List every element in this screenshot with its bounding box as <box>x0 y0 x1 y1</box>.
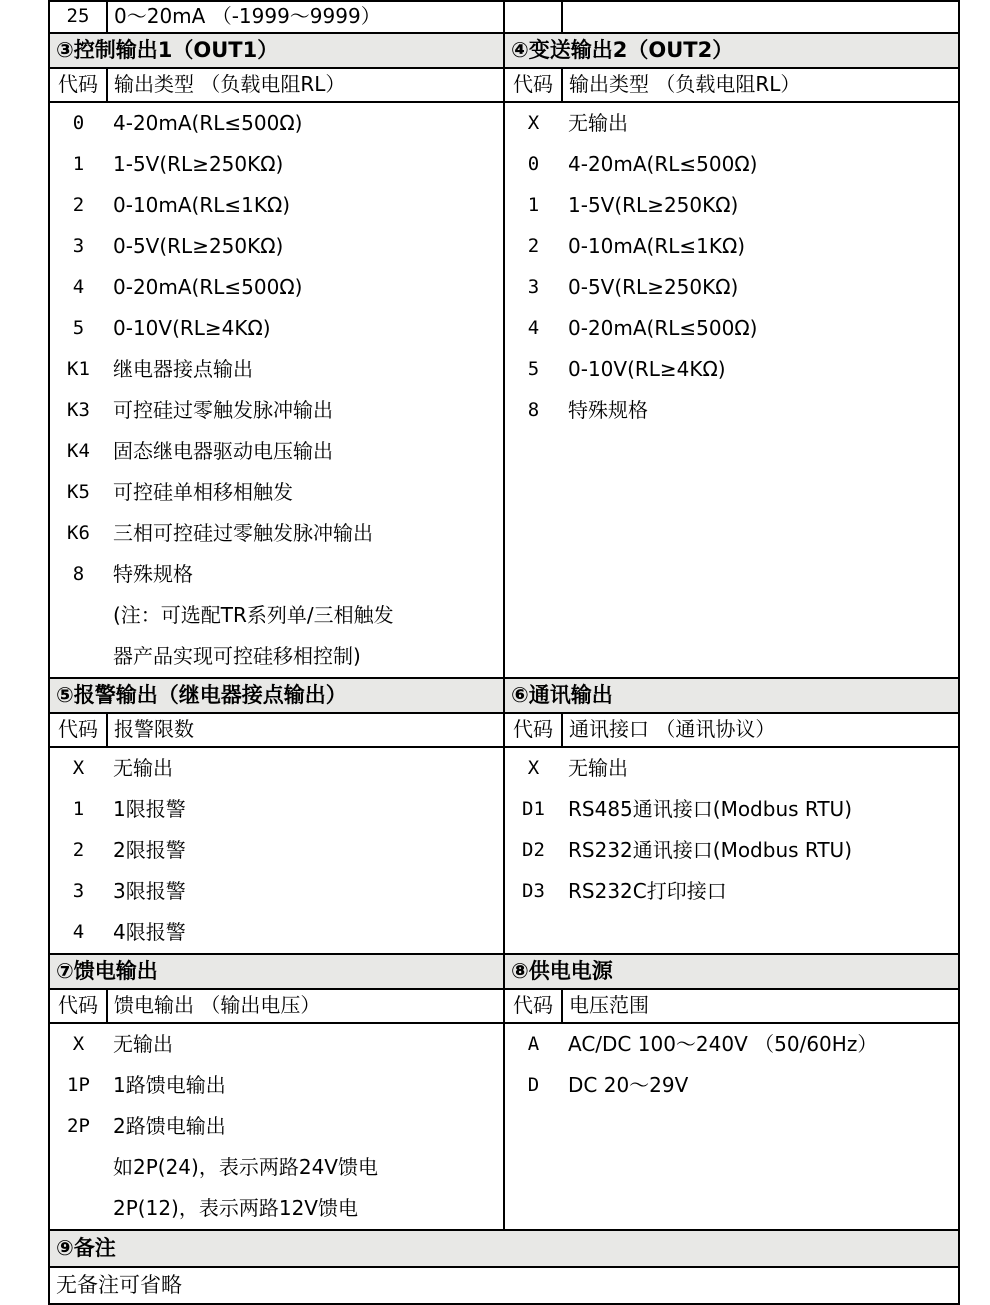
section-9-body <box>49 1267 959 1304</box>
section-header-row <box>49 33 959 68</box>
section-3-code-header: 代码 <box>49 68 107 102</box>
code-value <box>505 1147 562 1188</box>
desc-value: 4-20mA(RL≤500Ω) <box>113 111 303 135</box>
desc-value: 1限报警 <box>113 797 186 821</box>
section-9-body-text: 无备注可省略 <box>56 1273 182 1297</box>
desc-value: 0-20mA(RL≤500Ω) <box>113 275 303 299</box>
code-value: K4 <box>67 440 90 462</box>
code-value: D <box>527 1074 540 1096</box>
desc-value <box>562 1188 958 1229</box>
section-6-title: ⑥通讯输出 <box>511 683 613 707</box>
desc-value: 特殊规格 <box>568 398 648 422</box>
desc-value: 3限报警 <box>113 879 186 903</box>
section-3-desc-column <box>107 102 504 678</box>
section-5-code-column <box>49 747 107 954</box>
desc-value: 2限报警 <box>113 838 186 862</box>
section-8-header <box>504 954 959 989</box>
code-value: 2 <box>72 194 85 216</box>
table-row <box>49 1267 959 1304</box>
desc-value <box>562 912 958 953</box>
desc-value: 无输出 <box>113 1032 173 1056</box>
code-value: K3 <box>67 399 90 421</box>
column-header-row <box>49 713 959 747</box>
desc-value <box>562 513 958 554</box>
desc-value <box>562 636 958 677</box>
desc-value: 器产品实现可控硅移相控制) <box>113 644 361 668</box>
desc-value: 可控硅过零触发脉冲输出 <box>113 398 333 422</box>
desc-value: 0-10mA(RL≤1KΩ) <box>568 234 746 258</box>
column-header-row <box>49 989 959 1023</box>
desc-value <box>562 472 958 513</box>
section-7-title: ⑦馈电输出 <box>56 959 158 983</box>
section-4-header <box>504 33 959 68</box>
desc-value: 0-20mA(RL≤500Ω) <box>568 316 758 340</box>
section-7-code-header: 代码 <box>49 989 107 1023</box>
code-value: 25 <box>66 5 90 27</box>
section-9-title: ⑨备注 <box>56 1236 116 1260</box>
section-header-row <box>49 954 959 989</box>
code-value <box>50 595 107 636</box>
section-9-header <box>49 1230 959 1267</box>
code-value: D3 <box>522 880 545 902</box>
desc-value: 1-5V(RL≥250KΩ) <box>113 152 284 176</box>
code-value: 2 <box>72 839 85 861</box>
product-code-spec-table <box>48 0 960 1305</box>
desc-value: 无输出 <box>113 756 173 780</box>
section-6-code-header: 代码 <box>504 713 562 747</box>
desc-value: 无输出 <box>568 756 628 780</box>
section-7-desc-column <box>107 1023 504 1230</box>
code-value: 1P <box>67 1074 90 1096</box>
column-header-row <box>49 68 959 102</box>
desc-value <box>562 595 958 636</box>
code-value <box>505 513 562 554</box>
code-value <box>505 636 562 677</box>
section-8-code-header: 代码 <box>504 989 562 1023</box>
section-3-header <box>49 33 504 68</box>
section-6-desc-column <box>562 747 959 954</box>
desc-value: 1路馈电输出 <box>113 1073 226 1097</box>
desc-value: 可控硅单相移相触发 <box>113 480 293 504</box>
desc-value: 0-5V(RL≥250KΩ) <box>568 275 739 299</box>
code-value: 5 <box>527 358 540 380</box>
code-value: 2 <box>527 235 540 257</box>
section-7-code-column <box>49 1023 107 1230</box>
section-3-title: ③控制输出1（OUT1） <box>56 38 279 62</box>
desc-value: 4-20mA(RL≤500Ω) <box>568 152 758 176</box>
code-value: X <box>72 1033 85 1055</box>
section-5-code-header: 代码 <box>49 713 107 747</box>
desc-value: AC/DC 100～240V （50/60Hz） <box>568 1032 878 1056</box>
section-8-desc-header: 电压范围 <box>562 989 959 1023</box>
code-value <box>505 1106 562 1147</box>
code-value <box>505 1188 562 1229</box>
code-value: D1 <box>522 798 545 820</box>
code-value <box>505 595 562 636</box>
desc-value: 固态继电器驱动电压输出 <box>113 439 333 463</box>
code-value <box>50 1147 107 1188</box>
code-value: K5 <box>67 481 90 503</box>
code-value: K1 <box>67 358 90 380</box>
section-5-desc-header: 报警限数 <box>107 713 504 747</box>
desc-value: 4限报警 <box>113 920 186 944</box>
section-3-desc-header: 输出类型 （负载电阻RL） <box>107 68 504 102</box>
code-value: D2 <box>522 839 545 861</box>
code-value: 3 <box>72 880 85 902</box>
code-value: 0 <box>527 153 540 175</box>
desc-value: 如2P(24)，表示两路24V馈电 <box>113 1155 378 1179</box>
code-value: A <box>527 1033 540 1055</box>
code-value: 4 <box>72 921 85 943</box>
desc-value: (注：可选配TR系列单/三相触发 <box>113 603 394 627</box>
desc-value <box>562 554 958 595</box>
code-value: 1 <box>72 798 85 820</box>
empty-desc-cell <box>562 1 959 33</box>
section-4-title: ④变送输出2（OUT2） <box>511 38 734 62</box>
desc-value: 0-10V(RL≥4KΩ) <box>568 357 726 381</box>
desc-value: 特殊规格 <box>113 562 193 586</box>
desc-value: 1-5V(RL≥250KΩ) <box>568 193 739 217</box>
section-header-row <box>49 1230 959 1267</box>
empty-code-cell <box>504 1 562 33</box>
code-value: 0 <box>72 112 85 134</box>
section-8-title: ⑧供电电源 <box>511 959 613 983</box>
code-value: X <box>527 112 540 134</box>
desc-value <box>562 1106 958 1147</box>
code-value <box>505 912 562 953</box>
code-value: 1 <box>527 194 540 216</box>
desc-value: 0-10mA(RL≤1KΩ) <box>113 193 291 217</box>
desc-value: DC 20～29V <box>568 1073 689 1097</box>
code-value: 3 <box>72 235 85 257</box>
code-value: 8 <box>72 563 85 585</box>
desc-value: 2P(12)，表示两路12V馈电 <box>113 1196 358 1220</box>
code-value: X <box>527 757 540 779</box>
table-row <box>49 1 959 33</box>
code-value: 1 <box>72 153 85 175</box>
desc-value: 0-10V(RL≥4KΩ) <box>113 316 271 340</box>
code-value <box>50 636 107 677</box>
desc-value: RS232通讯接口(Modbus RTU) <box>568 838 853 862</box>
desc-value: 无输出 <box>568 111 628 135</box>
section-header-row <box>49 678 959 713</box>
code-value: 5 <box>72 317 85 339</box>
code-value: K6 <box>67 522 90 544</box>
desc-cell <box>107 1 504 33</box>
code-value: 2P <box>67 1115 90 1137</box>
code-value <box>505 554 562 595</box>
desc-value: 2路馈电输出 <box>113 1114 226 1138</box>
desc-value <box>562 1147 958 1188</box>
section-4-desc-header: 输出类型 （负载电阻RL） <box>562 68 959 102</box>
section-4-code-column <box>504 102 562 678</box>
desc-value: 0～20mA （-1999～9999） <box>114 4 381 28</box>
desc-value: 三相可控硅过零触发脉冲输出 <box>113 521 373 545</box>
code-value: 4 <box>527 317 540 339</box>
section-8-code-column <box>504 1023 562 1230</box>
section-4-code-header: 代码 <box>504 68 562 102</box>
section-6-desc-header: 通讯接口 （通讯协议） <box>562 713 959 747</box>
section-6-code-column <box>504 747 562 954</box>
section-8-desc-column <box>562 1023 959 1230</box>
desc-value: 继电器接点输出 <box>113 357 253 381</box>
section-6-header <box>504 678 959 713</box>
section-5-title: ⑤报警输出（继电器接点输出） <box>56 683 347 707</box>
code-value <box>505 472 562 513</box>
code-value <box>50 1188 107 1229</box>
desc-value <box>562 431 958 472</box>
section-4-desc-column <box>562 102 959 678</box>
section-3-code-column <box>49 102 107 678</box>
code-cell <box>49 1 107 33</box>
code-value <box>505 431 562 472</box>
desc-value: RS232C打印接口 <box>568 879 727 903</box>
section-7-desc-header: 馈电输出 （输出电压） <box>107 989 504 1023</box>
section-5-desc-column <box>107 747 504 954</box>
section-7-header <box>49 954 504 989</box>
code-value: 3 <box>527 276 540 298</box>
section-5-header <box>49 678 504 713</box>
desc-value: RS485通讯接口(Modbus RTU) <box>568 797 853 821</box>
code-value: 4 <box>72 276 85 298</box>
code-value: 8 <box>527 399 540 421</box>
desc-value: 0-5V(RL≥250KΩ) <box>113 234 284 258</box>
code-value: X <box>72 757 85 779</box>
